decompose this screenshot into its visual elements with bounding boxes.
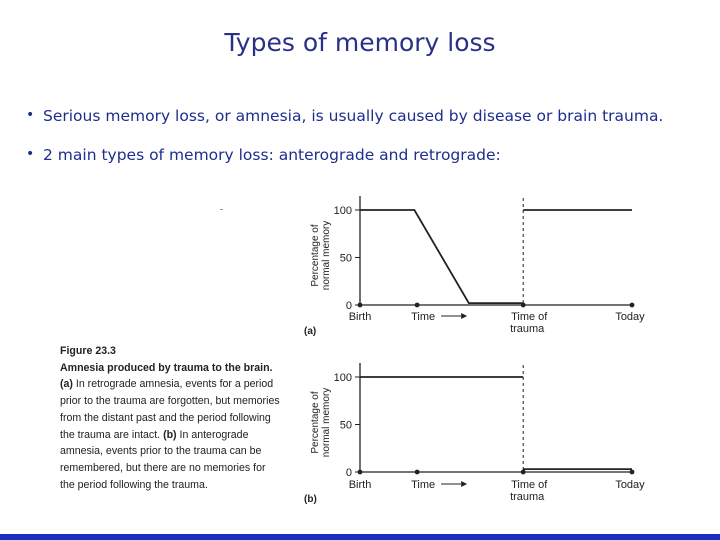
bullet-item-types: • 2 main types of memory loss: anterograde and retrograde: bbox=[26, 145, 706, 165]
x-tick-dot bbox=[415, 303, 420, 308]
caption-part-b-label: (b) bbox=[163, 428, 177, 441]
caption-part-b-text: In anterograde amnesia, events prior to the trauma can be remembered, but there are no memories for the period following the trauma. bbox=[60, 428, 266, 491]
y-tick-label: 100 bbox=[333, 205, 352, 217]
x-tick-dot bbox=[521, 470, 526, 475]
x-tick-dot bbox=[358, 470, 363, 475]
memory-series-line bbox=[360, 210, 523, 303]
x-tick-label: Time bbox=[411, 479, 436, 491]
y-axis-label: Percentage of bbox=[310, 391, 321, 454]
x-tick-dot bbox=[630, 303, 635, 308]
y-axis-label-line-2: normal memory bbox=[321, 220, 332, 291]
x-tick-dot bbox=[358, 303, 363, 308]
x-tick-dot bbox=[415, 470, 420, 475]
bottom-accent-bar bbox=[0, 534, 720, 540]
bullet-item-amnesia: • Serious memory loss, or amnesia, is usually caused by disease or brain trauma. bbox=[26, 106, 706, 126]
panel-label: (a) bbox=[304, 326, 317, 337]
caption-part-a-label: (a) bbox=[60, 378, 73, 391]
x-tick-label: Birth bbox=[348, 311, 372, 323]
y-tick-label: 100 bbox=[333, 372, 352, 384]
x-tick-label: Today bbox=[615, 479, 645, 491]
x-tick-dot bbox=[630, 470, 635, 475]
slide-title: Types of memory loss bbox=[224, 28, 496, 57]
x-tick-label: Time of bbox=[511, 311, 548, 323]
x-tick-label: Time bbox=[411, 311, 436, 323]
time-arrow-head bbox=[461, 481, 467, 487]
y-tick-label: 0 bbox=[345, 467, 352, 479]
panel-label: (b) bbox=[304, 494, 317, 505]
x-tick-label: Time of bbox=[511, 479, 548, 491]
figure-caption bbox=[60, 343, 282, 493]
y-axis-label-line-2: normal memory bbox=[321, 387, 332, 458]
chart-panel-a bbox=[304, 196, 645, 337]
chart-panel-b bbox=[304, 363, 645, 505]
figure-label: Figure 23.3 bbox=[60, 345, 116, 357]
y-tick-label: 50 bbox=[339, 419, 352, 432]
figure-heading: Amnesia produced by trauma to the brain. bbox=[60, 361, 273, 374]
time-arrow-head bbox=[461, 313, 467, 319]
x-tick-label-line-2: trauma bbox=[510, 491, 545, 503]
caption-part-a-text: In retrograde amnesia, events for a period prior to the trauma are forgotten, but memories from the distant past and the period following the trauma are intact. bbox=[60, 378, 280, 441]
x-tick-label: Today bbox=[615, 311, 645, 323]
y-axis-label: Percentage of bbox=[310, 224, 321, 287]
x-tick-label: Birth bbox=[348, 479, 372, 491]
y-tick-label: 0 bbox=[345, 300, 352, 312]
x-tick-label-line-2: trauma bbox=[510, 323, 545, 335]
y-tick-label: 50 bbox=[339, 252, 352, 265]
